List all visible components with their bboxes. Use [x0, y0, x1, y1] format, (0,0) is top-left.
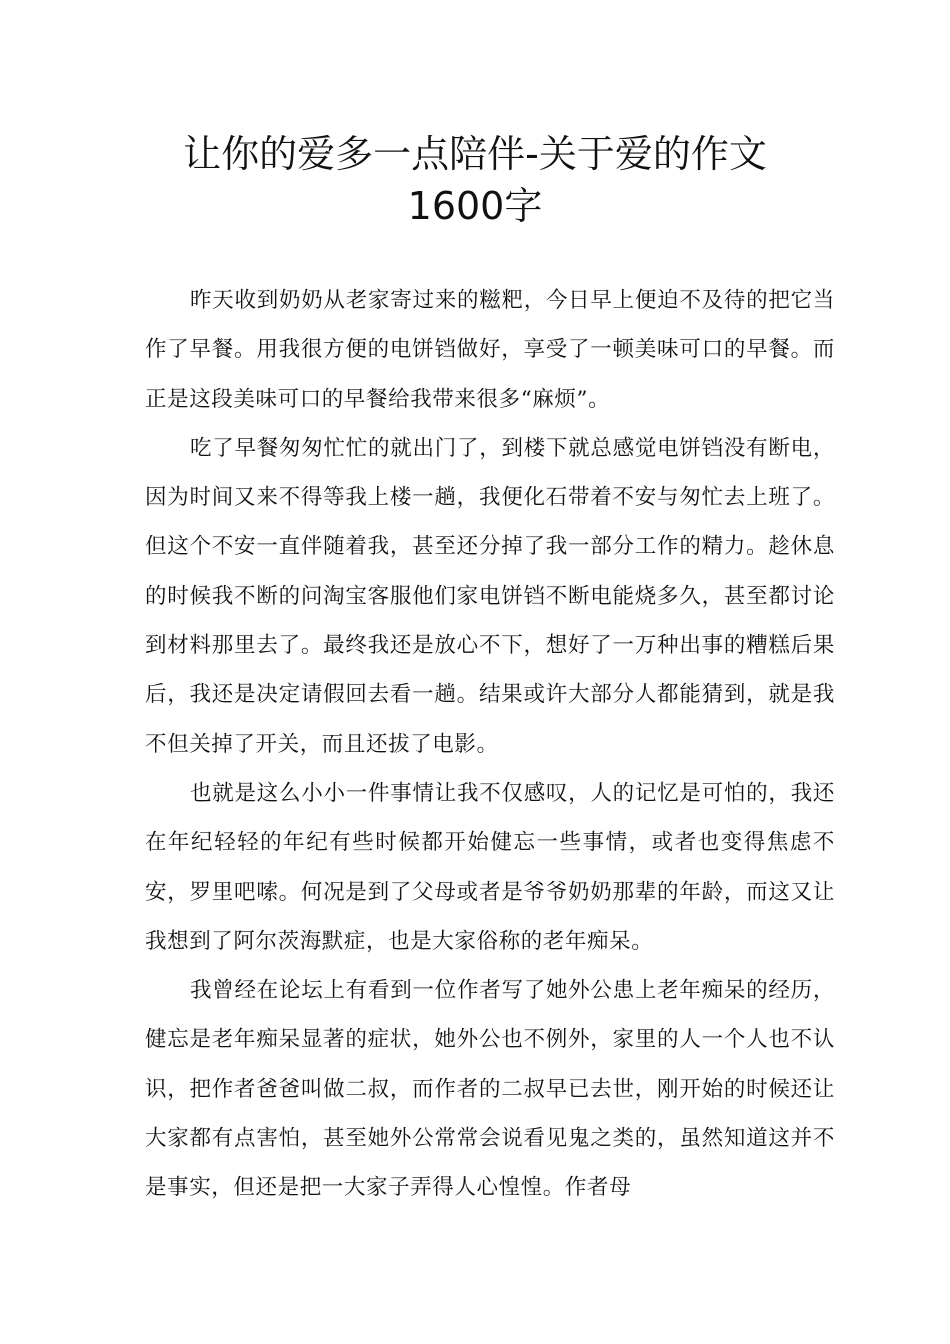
paragraph-4: 我曾经在论坛上有看到一位作者写了她外公患上老年痴呆的经历，健忘是老年痴呆显著的症状，她外公也不例外，家里的人一个人也不认识，把作者爸爸叫做二叔，而作者的二叔早已去世，刚开始的时候还让大家都有点害怕，甚至她外公常常会说看见鬼之类的，虽然知道这并不是事实，但还是把一大家子弄得人心惶惶。作者母	[145, 978, 835, 1201]
paragraph-3: 也就是这么小小一件事情让我不仅感叹，人的记忆是可怕的，我还在年纪轻轻的年纪有些时候都开始健忘一些事情，或者也变得焦虑不安，罗里吧嗦。何况是到了父母或者是爷爷奶奶那辈的年龄，而这又让我想到了阿尔茨海默症，也是大家俗称的老年痴呆。	[145, 780, 835, 954]
document-title-line1: 让你的爱多一点陪伴-关于爱的作文	[183, 132, 767, 176]
document-body	[145, 276, 835, 1213]
document-title-line2: 1600字	[407, 184, 543, 228]
paragraph-2: 吃了早餐匆匆忙忙的就出门了，到楼下就总感觉电饼铛没有断电，因为时间又来不得等我上楼一趟，我便化石带着不安与匆忙去上班了。但这个不安一直伴随着我，甚至还分掉了我一部分工作的精力。趁休息的时候我不断的问淘宝客服他们家电饼铛不断电能烧多久，甚至都讨论到材料那里去了。最终我还是放心不下，想好了一万种出事的糟糕后果后，我还是决定请假回去看一趟。结果或许大部分人都能猜到，就是我不但关掉了开关，而且还拔了电影。	[145, 435, 835, 757]
paragraph-1: 昨天收到奶奶从老家寄过来的糍粑，今日早上便迫不及待的把它当作了早餐。用我很方便的电饼铛做好，享受了一顿美味可口的早餐。而正是这段美味可口的早餐给我带来很多“麻烦”。	[145, 288, 835, 412]
